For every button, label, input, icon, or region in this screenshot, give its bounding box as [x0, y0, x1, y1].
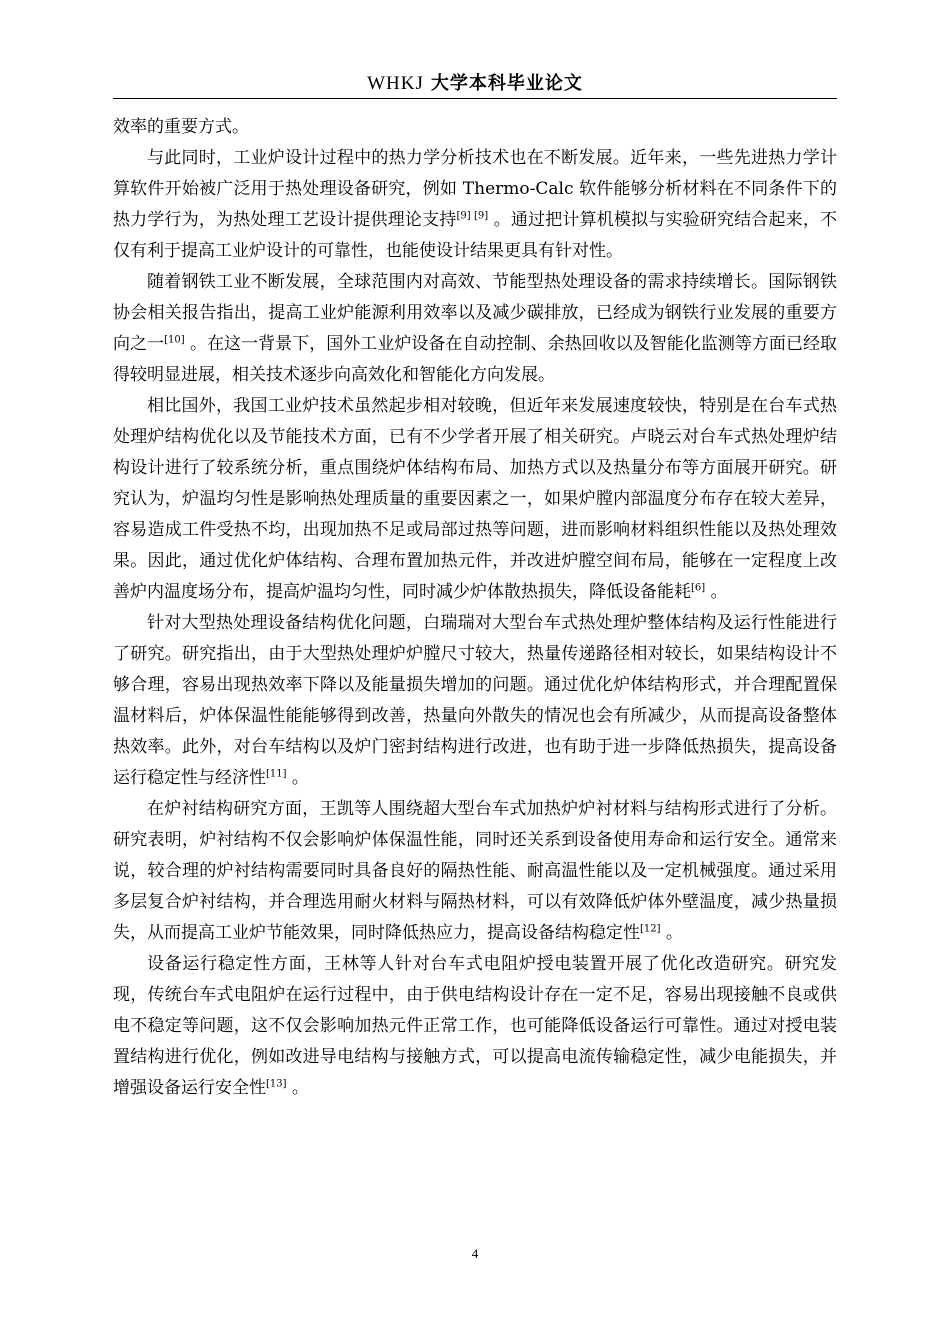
- citation: [11]: [266, 768, 287, 780]
- paragraph: [113, 391, 837, 608]
- paragraph-text: 与此同时，工业炉设计过程中的热力学分析技术也在不断发展。近年来，一些先进热力学计算软件开始被广泛用于热处理设备研究，例如 Thermo-Calc 软件能够分析材料在不同条件下的热力学行为，为热处理工艺设计提供理论支持: [113, 148, 837, 230]
- paragraph-text: 相比国外，我国工业炉技术虽然起步相对较晚，但近年来发展速度较快，特别是在台车式热处理炉结构优化以及节能技术方面，已有不少学者开展了相关研究。卢晓云对台车式热处理炉结构设计进行了较系统分析，重点围绕炉体结构布局、加热方式以及热量分布等方面展开研究。研究认为，炉温均匀性是影响热处理质量的重要因素之一，如果炉膛内部温度分布存在较大差异，容易造成工件受热不均，出现加热不足或局部过热等问题，进而影响材料组织性能以及热处理效果。因此，通过优化炉体结构、合理布置加热元件，并改进炉膛空间布局，能够在一定程度上改善炉内温度场分布，提高炉温均匀性，同时减少炉体散热损失，降低设备能耗: [113, 396, 837, 602]
- paragraph-text: 设备运行稳定性方面，王林等人针对台车式电阻炉授电装置开展了优化改造研究。研究发现，传统台车式电阻炉在运行过程中，由于供电结构设计存在一定不足，容易出现接触不良或供电不稳定等问题，这不仅会影响加热元件正常工作，也可能降低设备运行可靠性。通过对授电装置结构进行优化，例如改进导电结构与接触方式，可以提高电流传输稳定性，减少电能损失，并增强设备运行安全性: [113, 954, 837, 1098]
- paragraph-text: 随着钢铁工业不断发展，全球范围内对高效、节能型热处理设备的需求持续增长。国际钢铁协会相关报告指出，提高工业炉能源利用效率以及减少碳排放，已经成为钢铁行业发展的重要方向之一: [113, 272, 837, 354]
- paragraph: [113, 794, 837, 949]
- paragraph-text: 。: [705, 582, 728, 602]
- paragraph: [113, 949, 837, 1104]
- body-text: [113, 112, 837, 1104]
- citation: [12]: [640, 923, 661, 935]
- page-number: 4: [471, 1246, 479, 1261]
- citation: [10]: [164, 334, 185, 346]
- paragraph: [113, 112, 837, 143]
- header-title: 大学本科毕业论文: [430, 73, 583, 94]
- header-latin-text: WHKJ: [367, 73, 424, 94]
- paragraph-text: 在炉衬结构研究方面，王凯等人围绕超大型台车式加热炉炉衬材料与结构形式进行了分析。研究表明，炉衬结构不仅会影响炉体保温性能，同时还关系到设备使用寿命和运行安全。通常来说，较合理的炉衬结构需要同时具备良好的隔热性能、耐高温性能以及一定机械强度。通过采用多层复合炉衬结构，并合理选用耐火材料与隔热材料，可以有效降低炉体外壁温度，减少热量损失，从而提高工业炉节能效果，同时降低热应力，提高设备结构稳定性: [113, 799, 837, 943]
- paragraph-text: 。: [660, 923, 683, 943]
- paragraph-text: 。: [286, 768, 309, 788]
- paragraph-text: 。通过把计算机模拟与实验研究结合起来，不仅有利于提高工业炉设计的可靠性，也能使设计结果更具有针对性。: [113, 210, 837, 261]
- paragraph: [113, 143, 837, 267]
- paragraph-text: 效率的重要方式。: [113, 117, 249, 137]
- paragraph: [113, 608, 837, 794]
- citation: [13]: [266, 1078, 287, 1090]
- paragraph-text: 。: [286, 1078, 309, 1098]
- paragraph-text: 针对大型热处理设备结构优化问题，白瑞瑞对大型台车式热处理炉整体结构及运行性能进行了研究。研究指出，由于大型热处理炉炉膛尺寸较大，热量传递路径相对较长，如果结构设计不够合理，容易出现热效率下降以及能量损失增加的问题。通过优化炉体结构形式，并合理配置保温材料后，炉体保温性能能够得到改善，热量向外散失的情况也会有所减少，从而提高设备整体热效率。此外，对台车结构以及炉门密封结构进行改进，也有助于进一步降低热损失，提高设备运行稳定性与经济性: [113, 613, 837, 788]
- page-header: [113, 68, 837, 99]
- citation: [6]: [691, 582, 706, 594]
- citation: [9] [9]: [456, 210, 489, 222]
- paragraph: [113, 267, 837, 391]
- paragraph-text: 。在这一背景下，国外工业炉设备在自动控制、余热回收以及智能化监测等方面已经取得较明显进展，相关技术逐步向高效化和智能化方向发展。: [113, 334, 837, 385]
